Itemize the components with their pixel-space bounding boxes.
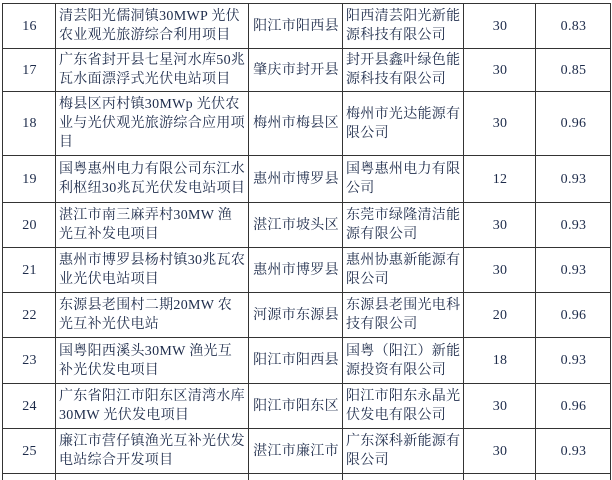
project-name-cell: 廉江市营仔镇渔光互补光伏发电站综合开发项目: [56, 429, 249, 474]
company-cell: 封开县鑫叶绿色能源科技有限公司: [343, 49, 464, 92]
table-row-partial: [3, 474, 611, 480]
table-row: [3, 203, 611, 248]
row-number-cell: 22: [3, 293, 56, 338]
project-name-cell: [56, 474, 249, 480]
ratio-cell: 0.85: [536, 49, 611, 92]
company-cell: 惠州协惠新能源有限公司: [343, 248, 464, 293]
table-row: [3, 384, 611, 429]
capacity-cell: 30: [464, 203, 536, 248]
row-number-cell: 19: [3, 156, 56, 203]
location-cell: [249, 474, 343, 480]
ratio-cell: [536, 474, 611, 480]
table-row: [3, 92, 611, 156]
table-row: [3, 4, 611, 49]
location-cell: 惠州市博罗县: [249, 156, 343, 203]
location-cell: 惠州市博罗县: [249, 248, 343, 293]
location-cell: 河源市东源县: [249, 293, 343, 338]
row-number-cell: 25: [3, 429, 56, 474]
location-cell: 阳江市阳东区: [249, 384, 343, 429]
capacity-cell: 30: [464, 49, 536, 92]
location-cell: 阳江市阳西县: [249, 4, 343, 49]
ratio-cell: 0.93: [536, 203, 611, 248]
capacity-cell: 18: [464, 338, 536, 384]
ratio-cell: 0.93: [536, 248, 611, 293]
project-name-cell: 清芸阳光儒洞镇30MWP 光伏农业观光旅游综合利用项目: [56, 4, 249, 49]
row-number-cell: 17: [3, 49, 56, 92]
project-name-cell: 惠州市博罗县杨村镇30兆瓦农业光伏电站项目: [56, 248, 249, 293]
ratio-cell: 0.96: [536, 92, 611, 156]
table-row: [3, 49, 611, 92]
project-table-body: [3, 4, 611, 480]
company-cell: 广东深科新能源有限公司: [343, 429, 464, 474]
capacity-cell: 20: [464, 293, 536, 338]
capacity-cell: 30: [464, 92, 536, 156]
table-row: [3, 293, 611, 338]
row-number-cell: 16: [3, 4, 56, 49]
company-cell: 国粤惠州电力有限公司: [343, 156, 464, 203]
project-name-cell: 国粤阳西溪头30MW 渔光互补光伏发电项目: [56, 338, 249, 384]
location-cell: 梅州市梅县区: [249, 92, 343, 156]
project-name-cell: 广东省阳江市阳东区清湾水库30MW 光伏发电项目: [56, 384, 249, 429]
location-cell: 肇庆市封开县: [249, 49, 343, 92]
capacity-cell: [464, 474, 536, 480]
row-number-cell: 21: [3, 248, 56, 293]
company-cell: 国粤（阳江）新能源投资有限公司: [343, 338, 464, 384]
location-cell: 湛江市廉江市: [249, 429, 343, 474]
row-number-cell: [3, 474, 56, 480]
project-name-cell: 梅县区丙村镇30MWp 光伏农业与光伏观光旅游综合应用项目: [56, 92, 249, 156]
row-number-cell: 18: [3, 92, 56, 156]
company-cell: 东莞市绿隆清洁能源有限公司: [343, 203, 464, 248]
table-row: [3, 338, 611, 384]
company-cell: 阳江市阳东永晶光伏发电有限公司: [343, 384, 464, 429]
ratio-cell: 0.96: [536, 384, 611, 429]
company-cell: 梅州市光达能源有限公司: [343, 92, 464, 156]
ratio-cell: 0.93: [536, 338, 611, 384]
company-cell: 阳西清芸阳光新能源科技有限公司: [343, 4, 464, 49]
ratio-cell: 0.93: [536, 429, 611, 474]
row-number-cell: 23: [3, 338, 56, 384]
project-name-cell: 广东省封开县七星河水库50兆瓦水面漂浮式光伏电站项目: [56, 49, 249, 92]
table-row: [3, 156, 611, 203]
location-cell: 湛江市坡头区: [249, 203, 343, 248]
capacity-cell: 30: [464, 429, 536, 474]
ratio-cell: 0.96: [536, 293, 611, 338]
row-number-cell: 24: [3, 384, 56, 429]
table-row: [3, 429, 611, 474]
capacity-cell: 30: [464, 4, 536, 49]
capacity-cell: 30: [464, 248, 536, 293]
capacity-cell: 12: [464, 156, 536, 203]
row-number-cell: 20: [3, 203, 56, 248]
project-name-cell: 东源县老围村二期20MW 农光互补光伏电站: [56, 293, 249, 338]
capacity-cell: 30: [464, 384, 536, 429]
project-name-cell: 湛江市南三麻弄村30MW 渔光互补发电项目: [56, 203, 249, 248]
company-cell: 东源县老围光电科技有限公司: [343, 293, 464, 338]
company-cell: [343, 474, 464, 480]
ratio-cell: 0.93: [536, 156, 611, 203]
table-row: [3, 248, 611, 293]
project-name-cell: 国粤惠州电力有限公司东江水利枢纽30兆瓦光伏发电站项目: [56, 156, 249, 203]
project-table: [2, 3, 611, 480]
location-cell: 阳江市阳西县: [249, 338, 343, 384]
ratio-cell: 0.83: [536, 4, 611, 49]
